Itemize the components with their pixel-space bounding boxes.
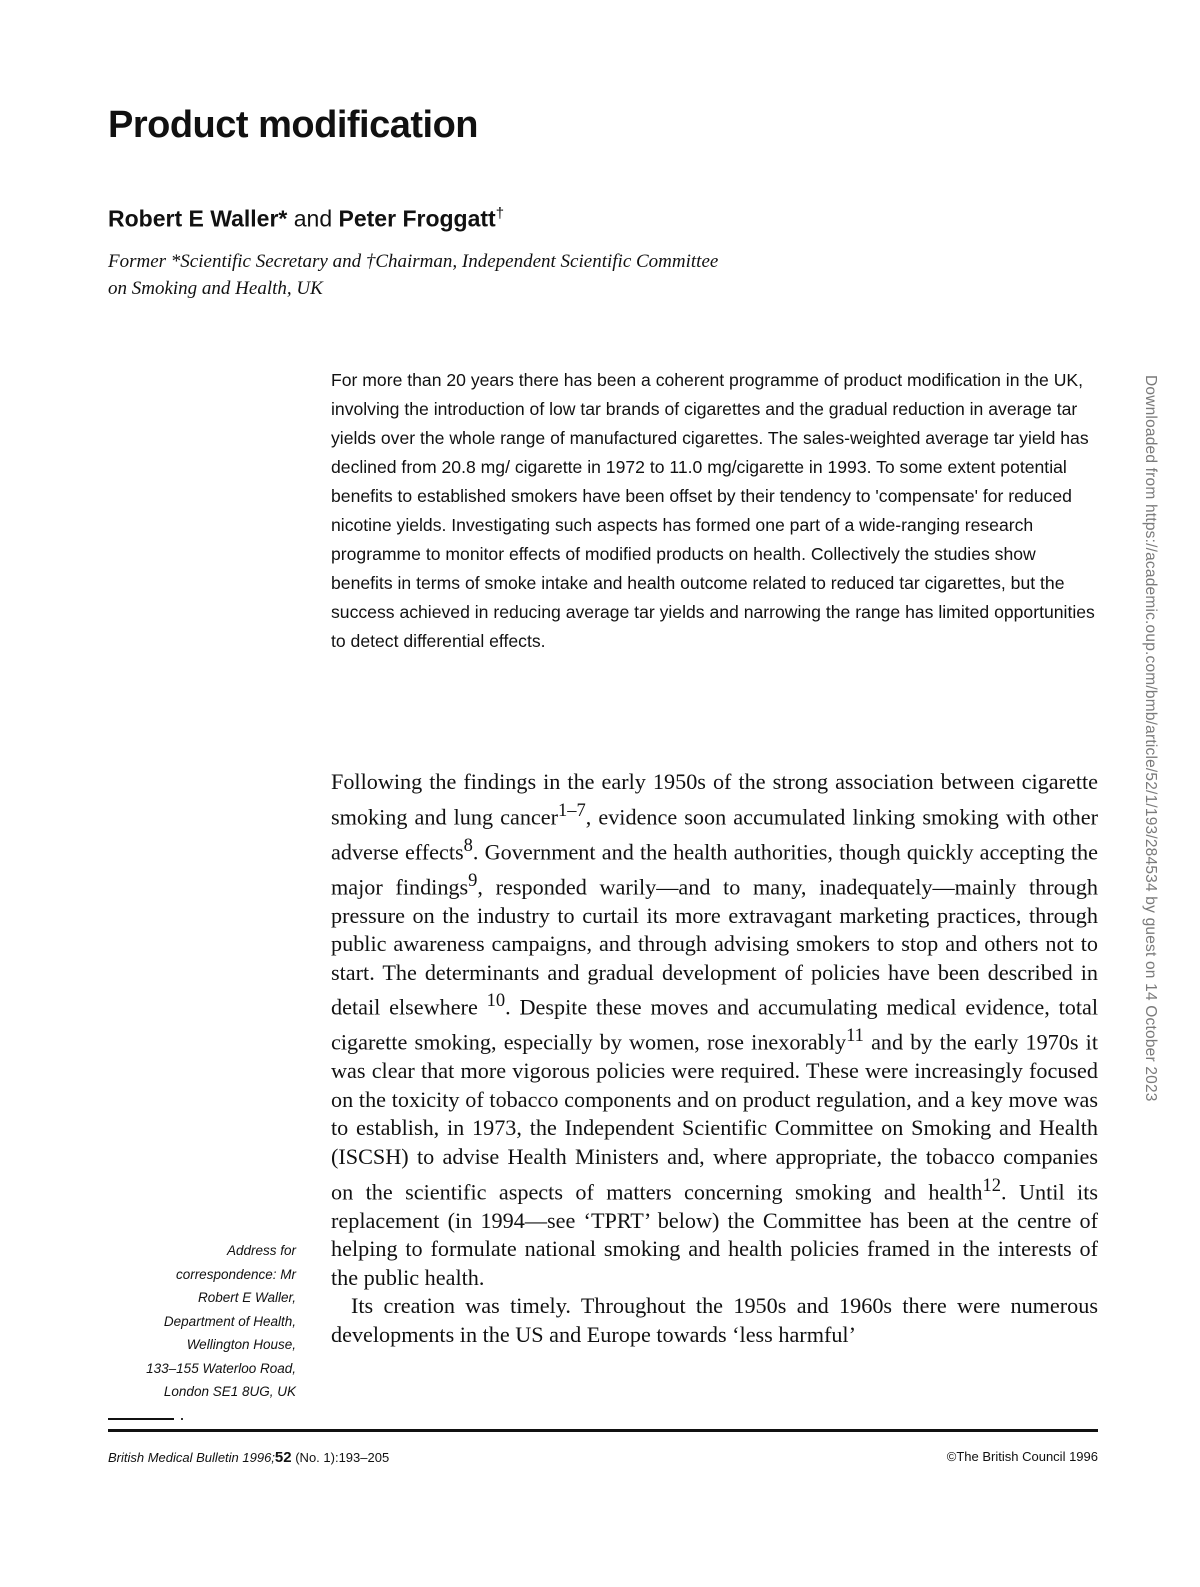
address-line: London SE1 8UG, UK bbox=[163, 1384, 296, 1399]
body-text-run: Following the findings in the early 1950s of the strong association between cigarette smoking and lung cancer bbox=[331, 769, 1098, 829]
body-text-run: . Government and the health authorities, though quickly accepting the major findings bbox=[331, 838, 1098, 899]
body-text-run: . Despite these moves and accumulating medical evidence, total cigarette smoking, especially by women, rose inexorably bbox=[331, 994, 1099, 1055]
correspondence-address bbox=[96, 1239, 296, 1404]
address-line: 133–155 Waterloo Road, bbox=[146, 1360, 296, 1376]
author-affiliation bbox=[108, 248, 908, 302]
author-conjunction: and bbox=[293, 205, 333, 232]
footer-divider-short bbox=[108, 1418, 174, 1420]
author-line bbox=[108, 205, 504, 233]
address-line: correspondence: Mr bbox=[175, 1266, 296, 1282]
body-text-run: , evidence soon accumulated linking smoking with other adverse effects bbox=[331, 803, 1098, 864]
article-body bbox=[331, 768, 1098, 1350]
download-watermark: Downloaded from https://academic.oup.com/bmb/article/52/1/193/284534 by guest on 14 October 2023 bbox=[1142, 375, 1159, 1102]
address-line: Robert E Waller, bbox=[197, 1290, 296, 1305]
body-paragraph bbox=[331, 768, 1098, 1292]
reference-marker: 12 bbox=[982, 1175, 1002, 1196]
address-line: Department of Health, bbox=[163, 1313, 296, 1329]
affiliation-line: Former *Scientific Secretary and †Chairman, Independent Scientific Committee bbox=[108, 251, 719, 272]
address-line: Wellington House, bbox=[186, 1337, 296, 1352]
author-footnote-mark: * bbox=[278, 205, 288, 232]
journal-name: British Medical Bulletin 1996; bbox=[108, 1450, 275, 1465]
reference-marker: 11 bbox=[846, 1026, 864, 1047]
body-paragraph: Its creation was timely. Throughout the 1950s and 1960s there were numerous developments in the US and Europe towards ‘less harmful’ bbox=[331, 1293, 1098, 1348]
footer-divider-dot bbox=[181, 1418, 183, 1420]
journal-pages: (No. 1):193–205 bbox=[291, 1450, 390, 1465]
copyright-notice: ©The British Council 1996 bbox=[946, 1449, 1098, 1464]
journal-citation bbox=[108, 1449, 389, 1466]
reference-marker: 9 bbox=[468, 870, 478, 891]
reference-marker: 10 bbox=[486, 991, 506, 1012]
journal-volume: 52 bbox=[274, 1449, 292, 1466]
reference-marker: 8 bbox=[463, 835, 473, 856]
abstract: For more than 20 years there has been a coherent programme of product modification in the UK, involving the introduction of low tar brands of cigarettes and the gradual reduction in average tar yields over the whole range of manufactured cigarettes. The sales-weighted average tar yield has declined from 20.8 mg/ cigarette in 1972 to 11.0 mg/cigarette in 1993. To some extent potential benefits to established smokers have been offset by their tendency to 'compensate' for reduced nicotine yields. Investigating such aspects has formed one part of a wide-ranging research programme to monitor effects of modified products on health. Collectively the studies show benefits in terms of smoke intake and health outcome related to reduced tar cigarettes, but the success achieved in reducing average tar yields and narrowing the range has limited opportunities to detect differential effects. bbox=[331, 370, 1095, 651]
author-footnote-mark: † bbox=[495, 205, 505, 222]
affiliation-line: on Smoking and Health, UK bbox=[108, 278, 323, 299]
reference-marker: 1–7 bbox=[558, 800, 586, 821]
body-text-run: . Until its replacement (in 1994—see ‘TPRT’ below) the Committee has been at the centre of helping to formulate national smoking and health policies framed in the interests of the public health. bbox=[331, 1179, 1098, 1290]
footer-divider bbox=[108, 1429, 1098, 1432]
author-name: Peter Froggatt bbox=[338, 205, 496, 232]
address-line: Address for bbox=[226, 1243, 296, 1258]
author-name: Robert E Waller bbox=[108, 205, 279, 232]
body-text-run: , responded warily—and to many, inadequately—mainly through pressure on the industry to curtail its more extravagant marketing practices, through public awareness campaigns, and through advising smokers to stop and others not to start. The determinants and gradual development of policies have been described in detail elsewhere bbox=[331, 873, 1099, 1020]
article-title: Product modification bbox=[108, 104, 478, 146]
body-text-run: and by the early 1970s it was clear that more vigorous policies were required. These were increasingly focused on the toxicity of tobacco components and on product regulation, and a key move was to establish, in 1973, the Independent Scientific Committee on Smoking and Health (ISCSH) to advise Health Ministers and, where appropriate, the tobacco companies on the scientific aspects of matters concerning smoking and health bbox=[331, 1029, 1099, 1205]
